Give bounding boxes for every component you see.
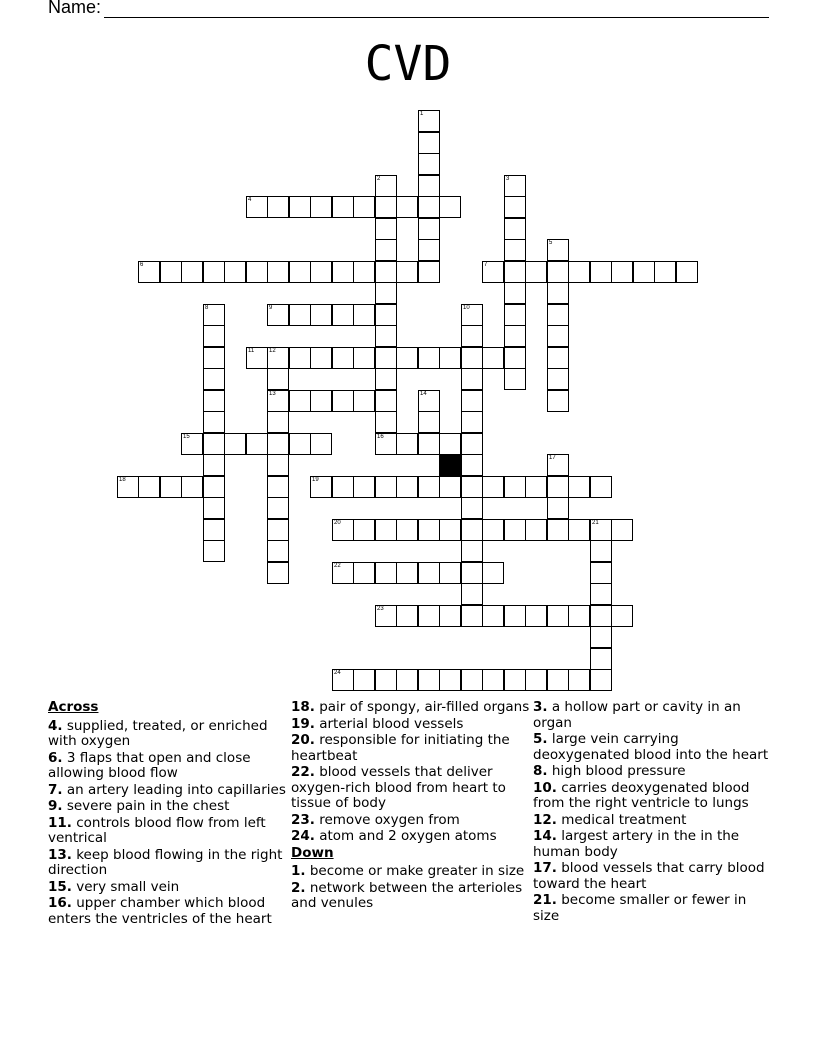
cell-number: 21 [592, 520, 599, 526]
grid-cell[interactable] [568, 669, 590, 691]
grid-cell[interactable] [310, 476, 332, 498]
cell-number: 13 [269, 391, 276, 397]
clue-across-13: 13. keep blood flowing in the right direction [48, 846, 283, 878]
grid-cell[interactable] [504, 519, 526, 541]
cell-number: 17 [549, 455, 556, 461]
grid-cell[interactable] [482, 519, 504, 541]
clues-column-2 [291, 700, 531, 913]
grid-cell[interactable] [525, 476, 547, 498]
cell-number: 3 [506, 176, 510, 182]
grid-cell[interactable] [418, 196, 440, 218]
clue-down-10: 10. carries deoxygenated blood from the right ventricle to lungs [533, 779, 750, 811]
grid-cell[interactable] [418, 519, 440, 541]
cell-number: 23 [377, 606, 384, 612]
grid-cell[interactable] [504, 325, 526, 347]
grid-cell[interactable] [267, 497, 289, 519]
grid-cell[interactable] [547, 390, 569, 412]
cell-number: 12 [269, 348, 276, 354]
grid-cell[interactable] [461, 497, 483, 519]
grid-cell[interactable] [267, 519, 289, 541]
grid-cell[interactable] [375, 175, 397, 197]
cell-number: 24 [334, 670, 341, 676]
grid-cell[interactable] [568, 519, 590, 541]
cell-number: 7 [484, 262, 488, 268]
grid-cell[interactable] [375, 239, 397, 261]
grid-cell[interactable] [547, 282, 569, 304]
grid-cell[interactable] [568, 476, 590, 498]
clue-across-20: 20. responsible for initiating the heartbeat [291, 732, 510, 764]
grid-cell[interactable] [439, 605, 461, 627]
clue-down-8: 8. high blood pressure [533, 763, 686, 779]
across-heading: Across [48, 699, 99, 715]
cell-number: 4 [248, 197, 252, 203]
clue-across-7: 7. an artery leading into capillaries [48, 781, 286, 798]
grid-cell[interactable] [482, 261, 504, 283]
grid-cell[interactable] [461, 669, 483, 691]
cell-number: 5 [549, 240, 553, 246]
down-heading: Down [291, 844, 334, 861]
clue-across-4: 4. supplied, treated, or enriched with oxygen [48, 717, 268, 749]
grid-cell[interactable] [332, 669, 354, 691]
grid-cell[interactable] [396, 196, 418, 218]
grid-cell[interactable] [482, 669, 504, 691]
grid-cell[interactable] [332, 261, 354, 283]
grid-cell[interactable] [504, 669, 526, 691]
grid-cell[interactable] [418, 433, 440, 455]
grid-cell[interactable] [418, 390, 440, 412]
grid-cell[interactable] [547, 669, 569, 691]
grid-cell[interactable] [332, 196, 354, 218]
grid-cell[interactable] [332, 304, 354, 326]
name-label: Name: [48, 0, 102, 17]
grid-cell[interactable] [310, 390, 332, 412]
grid-cell[interactable] [289, 433, 311, 455]
cell-number: 20 [334, 520, 341, 526]
grid-cell[interactable] [547, 261, 569, 283]
grid-cell[interactable] [547, 368, 569, 390]
grid-cell[interactable] [246, 347, 268, 369]
grid-cell[interactable] [461, 347, 483, 369]
grid-cell[interactable] [203, 454, 225, 476]
grid-cell[interactable] [547, 454, 569, 476]
cell-number: 19 [312, 477, 319, 483]
grid-cell[interactable] [203, 368, 225, 390]
grid-cell[interactable] [590, 648, 612, 670]
grid-cell[interactable] [375, 304, 397, 326]
grid-cell[interactable] [547, 347, 569, 369]
grid-cell[interactable] [461, 583, 483, 605]
grid-cell[interactable] [396, 261, 418, 283]
grid-cell[interactable] [375, 325, 397, 347]
grid-cell[interactable] [504, 304, 526, 326]
cell-number: 11 [248, 348, 255, 354]
cell-number: 22 [334, 563, 341, 569]
grid-cell[interactable] [461, 390, 483, 412]
grid-cell[interactable] [525, 261, 547, 283]
clue-down-12: 12. medical treatment [533, 811, 687, 828]
clue-across-19: 19. arterial blood vessels [291, 715, 464, 732]
grid-cell[interactable] [461, 368, 483, 390]
grid-cell[interactable] [203, 261, 225, 283]
grid-cell[interactable] [590, 605, 612, 627]
grid-cell[interactable] [439, 562, 461, 584]
grid-cell[interactable] [353, 519, 375, 541]
grid-cell[interactable] [375, 282, 397, 304]
grid-cell[interactable] [203, 325, 225, 347]
cell-number: 16 [377, 434, 384, 440]
grid-cell[interactable] [375, 411, 397, 433]
cell-number: 8 [205, 305, 209, 311]
grid-cell[interactable] [224, 433, 246, 455]
grid-cell[interactable] [439, 669, 461, 691]
grid-cell[interactable] [160, 261, 182, 283]
clue-across-9: 9. severe pain in the chest [48, 798, 230, 814]
grid-cell[interactable] [590, 261, 612, 283]
grid-cell[interactable] [375, 368, 397, 390]
grid-cell[interactable] [418, 110, 440, 132]
cell-number: 9 [269, 305, 273, 311]
grid-cell[interactable] [246, 196, 268, 218]
grid-cell[interactable] [396, 347, 418, 369]
grid-cell[interactable] [461, 454, 483, 476]
grid-cell[interactable] [439, 196, 461, 218]
grid-cell[interactable] [590, 562, 612, 584]
grid-cell[interactable] [504, 239, 526, 261]
grid-cell[interactable] [525, 519, 547, 541]
grid-cell[interactable] [181, 433, 203, 455]
clues-column-3 [533, 700, 773, 925]
grid-cell[interactable] [267, 368, 289, 390]
grid-cell[interactable] [353, 562, 375, 584]
grid-cell[interactable] [332, 347, 354, 369]
grid-cell[interactable] [568, 605, 590, 627]
grid-cell[interactable] [482, 605, 504, 627]
grid-cell[interactable] [332, 476, 354, 498]
grid-cell[interactable] [267, 433, 289, 455]
cell-number: 2 [377, 176, 381, 182]
grid-cell[interactable] [611, 519, 633, 541]
grid-cell[interactable] [375, 218, 397, 240]
grid-cell[interactable] [203, 540, 225, 562]
grid-cell[interactable] [418, 605, 440, 627]
grid-cell[interactable] [525, 605, 547, 627]
grid-cell[interactable] [590, 540, 612, 562]
grid-cell[interactable] [375, 347, 397, 369]
grid-cell[interactable] [353, 261, 375, 283]
cell-number: 14 [420, 391, 427, 397]
grid-cell[interactable] [504, 282, 526, 304]
grid-cell[interactable] [418, 239, 440, 261]
grid-cell[interactable] [353, 390, 375, 412]
grid-cell[interactable] [590, 476, 612, 498]
grid-cell[interactable] [504, 605, 526, 627]
grid-cell[interactable] [396, 669, 418, 691]
grid-cell[interactable] [504, 347, 526, 369]
clue-down-14: 14. largest artery in the in the human body [533, 828, 740, 860]
grid-cell[interactable] [461, 540, 483, 562]
grid-cell[interactable] [396, 433, 418, 455]
grid-cell[interactable] [224, 261, 246, 283]
grid-cell[interactable] [375, 476, 397, 498]
grid-cell[interactable] [203, 347, 225, 369]
grid-cell[interactable] [332, 562, 354, 584]
grid-cell[interactable] [203, 304, 225, 326]
grid-cell[interactable] [633, 261, 655, 283]
grid-cell[interactable] [332, 390, 354, 412]
grid-cell[interactable] [504, 476, 526, 498]
grid-cell[interactable] [504, 175, 526, 197]
grid-cell[interactable] [418, 347, 440, 369]
grid-cell[interactable] [439, 476, 461, 498]
grid-cell[interactable] [461, 605, 483, 627]
grid-cell[interactable] [289, 390, 311, 412]
grid-cell[interactable] [461, 519, 483, 541]
grid-cell[interactable] [461, 304, 483, 326]
grid-cell[interactable] [375, 605, 397, 627]
grid-cell[interactable] [611, 261, 633, 283]
grid-cell[interactable] [547, 497, 569, 519]
grid-cell[interactable] [547, 304, 569, 326]
grid-cell[interactable] [375, 390, 397, 412]
grid-cell[interactable] [203, 519, 225, 541]
grid-cell[interactable] [267, 390, 289, 412]
clue-across-23: 23. remove oxygen from [291, 811, 460, 828]
clue-down-2: 2. network between the arterioles and venules [291, 879, 523, 911]
grid-cell[interactable] [267, 411, 289, 433]
grid-cell[interactable] [246, 433, 268, 455]
clue-down-17: 17. blood vessels that carry blood toward the heart [533, 860, 765, 892]
clue-down-1: 1. become or make greater in size [291, 863, 525, 879]
grid-cell[interactable] [611, 605, 633, 627]
grid-cell[interactable] [375, 196, 397, 218]
clue-across-11: 11. controls blood flow from left ventrical [48, 814, 266, 846]
grid-cell[interactable] [396, 562, 418, 584]
cell-number: 6 [140, 262, 144, 268]
grid-cell[interactable] [267, 261, 289, 283]
grid-cell[interactable] [461, 325, 483, 347]
grid-cell[interactable] [375, 261, 397, 283]
grid-cell[interactable] [203, 390, 225, 412]
grid-cell[interactable] [289, 304, 311, 326]
grid-cell[interactable] [547, 239, 569, 261]
grid-cell[interactable] [375, 562, 397, 584]
grid-cell[interactable] [353, 476, 375, 498]
grid-cell[interactable] [181, 261, 203, 283]
grid-cell[interactable] [267, 540, 289, 562]
grid-cell[interactable] [568, 261, 590, 283]
grid-cell[interactable] [332, 519, 354, 541]
grid-cell[interactable] [482, 476, 504, 498]
grid-cell[interactable] [203, 497, 225, 519]
grid-cell[interactable] [375, 519, 397, 541]
grid-cell[interactable] [590, 669, 612, 691]
grid-cell[interactable] [267, 562, 289, 584]
grid-cell[interactable] [203, 476, 225, 498]
grid-cell[interactable] [418, 153, 440, 175]
grid-cell[interactable] [289, 347, 311, 369]
clues-column-1 [48, 700, 288, 928]
grid-cell[interactable] [181, 476, 203, 498]
grid-cell[interactable] [203, 411, 225, 433]
grid-cell[interactable] [353, 347, 375, 369]
grid-cell[interactable] [310, 304, 332, 326]
clue-across-18: 18. pair of spongy, air-filled organs [291, 699, 530, 715]
grid-cell[interactable] [504, 368, 526, 390]
grid-cell[interactable] [654, 261, 676, 283]
clue-down-3: 3. a hollow part or cavity in an organ [533, 699, 741, 731]
grid-cell[interactable] [461, 411, 483, 433]
grid-cell[interactable] [267, 196, 289, 218]
grid-cell[interactable] [310, 347, 332, 369]
grid-cell[interactable] [439, 519, 461, 541]
grid-cell[interactable] [482, 562, 504, 584]
cell-number: 15 [183, 434, 190, 440]
grid-cell[interactable] [461, 562, 483, 584]
grid-cell[interactable] [676, 261, 698, 283]
grid-cell[interactable] [203, 433, 225, 455]
grid-cell[interactable] [547, 519, 569, 541]
grid-cell[interactable] [396, 476, 418, 498]
grid-cell[interactable] [418, 476, 440, 498]
grid-cell[interactable] [482, 347, 504, 369]
grid-cell[interactable] [310, 196, 332, 218]
grid-cell[interactable] [289, 261, 311, 283]
grid-cell[interactable] [353, 669, 375, 691]
grid-cell[interactable] [504, 261, 526, 283]
grid-cell[interactable] [353, 196, 375, 218]
clue-across-24: 24. atom and 2 oxygen atoms [291, 828, 497, 844]
grid-cell[interactable] [504, 196, 526, 218]
grid-cell[interactable] [461, 476, 483, 498]
grid-cell[interactable] [461, 433, 483, 455]
grid-cell[interactable] [160, 476, 182, 498]
grid-cell[interactable] [590, 583, 612, 605]
grid-cell[interactable] [590, 519, 612, 541]
grid-cell[interactable] [525, 669, 547, 691]
grid-cell[interactable] [504, 218, 526, 240]
grid-cell[interactable] [375, 669, 397, 691]
clue-across-16: 16. upper chamber which blood enters the ventricles of the heart [48, 895, 272, 927]
grid-cell[interactable] [396, 605, 418, 627]
grid-cell[interactable] [267, 304, 289, 326]
clue-across-22: 22. blood vessels that deliver oxygen-rich blood from heart to tissue of body [291, 764, 506, 811]
grid-cell[interactable] [246, 261, 268, 283]
black-cell [439, 454, 461, 476]
grid-cell[interactable] [547, 605, 569, 627]
grid-cell[interactable] [418, 562, 440, 584]
grid-cell[interactable] [267, 454, 289, 476]
cell-number: 10 [463, 305, 470, 311]
grid-cell[interactable] [267, 347, 289, 369]
cell-number: 1 [420, 111, 424, 117]
puzzle-title: CVD [364, 36, 452, 92]
grid-cell[interactable] [117, 476, 139, 498]
grid-cell[interactable] [590, 626, 612, 648]
cell-number: 18 [119, 477, 126, 483]
clue-down-5: 5. large vein carrying deoxygenated blood into the heart [533, 731, 769, 763]
clue-across-15: 15. very small vein [48, 878, 180, 895]
grid-cell[interactable] [547, 325, 569, 347]
grid-cell[interactable] [396, 519, 418, 541]
grid-cell[interactable] [375, 433, 397, 455]
grid-cell[interactable] [418, 669, 440, 691]
grid-cell[interactable] [138, 261, 160, 283]
clue-down-21: 21. become smaller or fewer in size [533, 892, 747, 924]
clue-across-6: 6. 3 flaps that open and close allowing blood flow [48, 749, 251, 781]
grid-cell[interactable] [418, 132, 440, 154]
grid-cell[interactable] [439, 347, 461, 369]
grid-cell[interactable] [439, 433, 461, 455]
grid-cell[interactable] [418, 261, 440, 283]
grid-cell[interactable] [310, 433, 332, 455]
grid-cell[interactable] [353, 304, 375, 326]
grid-cell[interactable] [418, 175, 440, 197]
grid-cell[interactable] [418, 218, 440, 240]
grid-cell[interactable] [289, 196, 311, 218]
grid-cell[interactable] [267, 476, 289, 498]
grid-cell[interactable] [310, 261, 332, 283]
grid-cell[interactable] [418, 411, 440, 433]
grid-cell[interactable] [138, 476, 160, 498]
grid-cell[interactable] [547, 476, 569, 498]
